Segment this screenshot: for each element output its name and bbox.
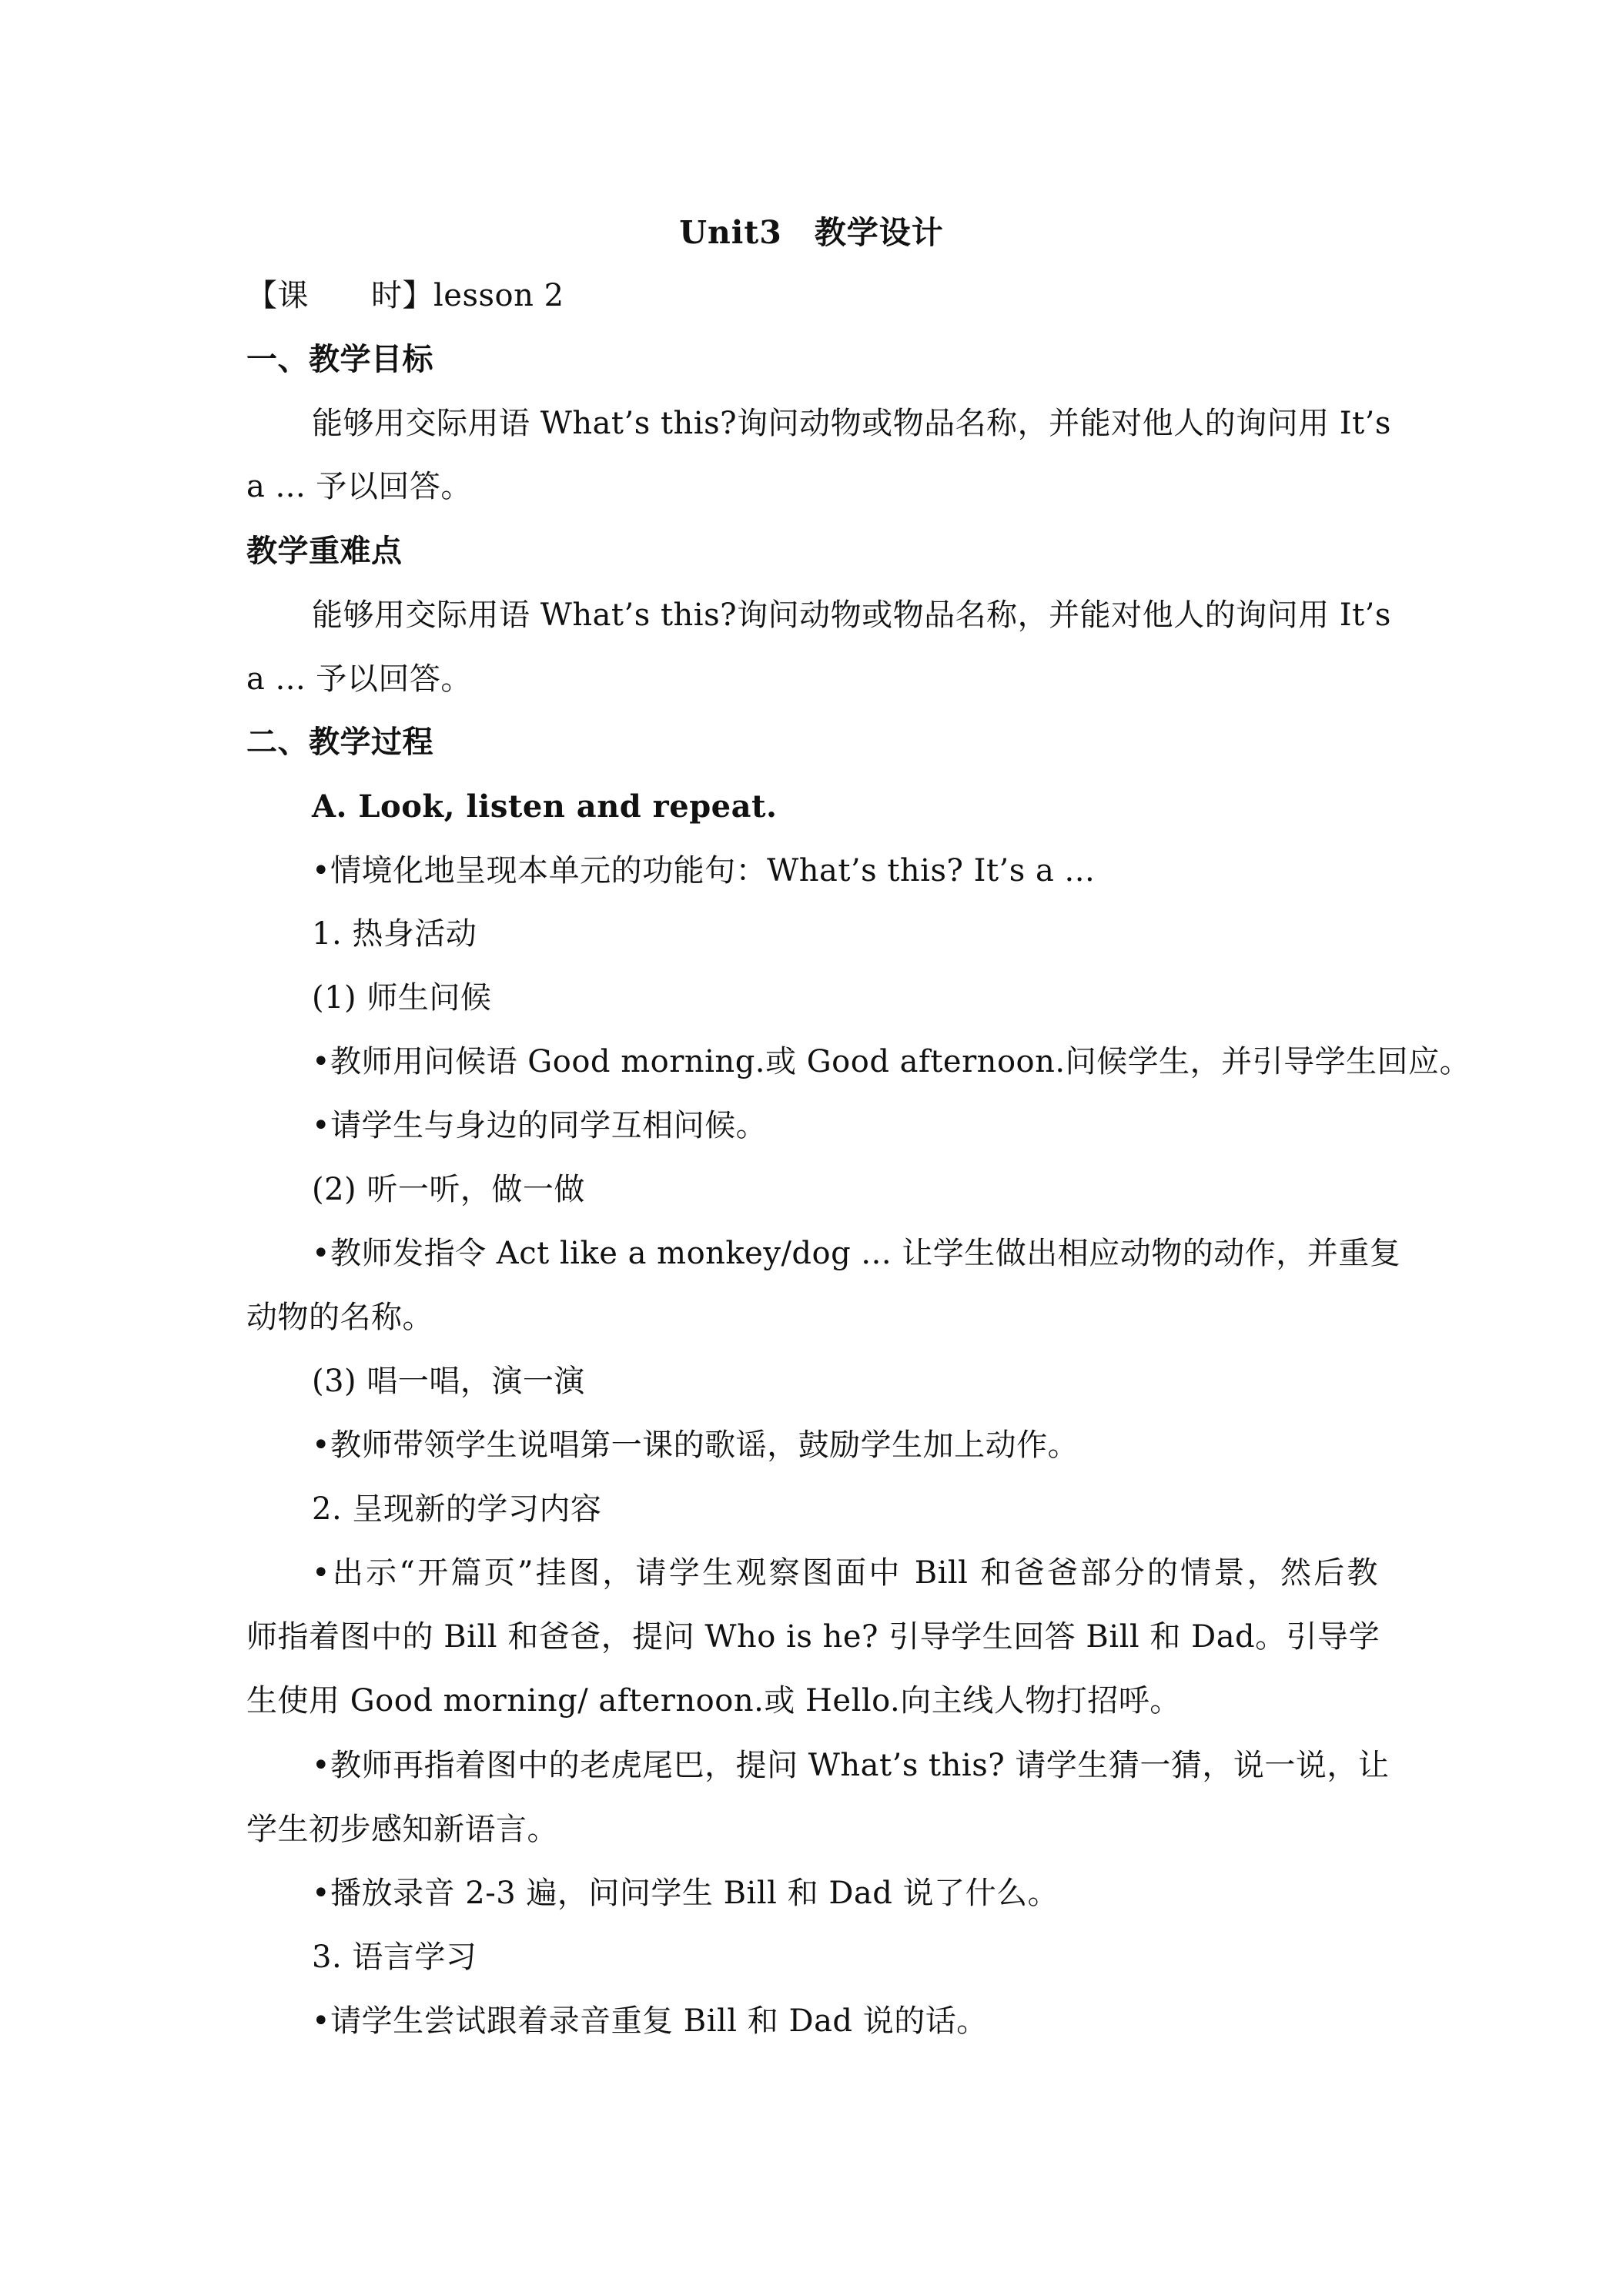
step-2-bullet-2-line-2: 学生初步感知新语言。 (246, 1812, 558, 1847)
part-a-heading: A. Look, listen and repeat. (312, 788, 778, 825)
key-points-text-line-1: 能够用交际用语 What’s this?询问动物或物品名称，并能对他人的询问用 It’s (312, 597, 1391, 633)
step-1-1-bullet-2: •请学生与身边的同学互相问候。 (312, 1108, 768, 1143)
step-3-bullet-1: •请学生尝试跟着录音重复 Bill 和 Dad 说的话。 (312, 2003, 988, 2039)
step-1-3-bullet-1: •教师带领学生说唱第一课的歌谣，鼓励学生加上动作。 (312, 1427, 1079, 1463)
step-2-bullet-1-line-1: •出示“开篇页”挂图，请学生观察图面中 Bill 和爸爸部分的情景，然后教 (312, 1555, 1378, 1591)
step-3-heading: 3. 语言学习 (312, 1940, 477, 1975)
step-2-bullet-1-line-2: 师指着图中的 Bill 和爸爸，提问 Who is he? 引导学生回答 Bill 和 Dad。引导学 (246, 1619, 1380, 1655)
part-a-intro: •情境化地呈现本单元的功能句：What’s this? It’s a ... (312, 853, 1096, 889)
step-1-heading: 1. 热身活动 (312, 916, 477, 952)
step-1-1-bullet-1: •教师用问候语 Good morning.或 Good afternoon.问候学生，并引导学生回应。 (312, 1044, 1471, 1079)
step-2-bullet-3: •播放录音 2-3 遍，问问学生 Bill 和 Dad 说了什么。 (312, 1876, 1059, 1911)
step-2-heading: 2. 呈现新的学习内容 (312, 1491, 602, 1527)
step-2-bullet-2-line-1: •教师再指着图中的老虎尾巴，提问 What’s this? 请学生猜一猜，说一说，让 (312, 1748, 1390, 1783)
key-points-text-line-2: a ... 予以回答。 (246, 661, 472, 697)
step-1-1: (1) 师生问候 (312, 980, 492, 1016)
section-heading-key-points: 教学重难点 (246, 533, 403, 569)
objective-text-line-1: 能够用交际用语 What’s this?询问动物或物品名称，并能对他人的询问用 It’s (312, 406, 1391, 441)
lesson-line: 【课 时】lesson 2 (246, 278, 564, 313)
step-1-2-bullet-1-line-1: •教师发指令 Act like a monkey/dog ... 让学生做出相应动物的动作，并重复 (312, 1236, 1401, 1271)
step-1-2: (2) 听一听，做一做 (312, 1172, 585, 1207)
step-1-2-bullet-1-line-2: 动物的名称。 (246, 1300, 433, 1335)
section-heading-process: 二、教学过程 (246, 724, 433, 760)
section-heading-objectives: 一、教学目标 (246, 341, 433, 377)
step-1-3: (3) 唱一唱，演一演 (312, 1364, 585, 1399)
document-title: Unit3 教学设计 (679, 214, 944, 251)
step-2-bullet-1-line-3: 生使用 Good morning/ afternoon.或 Hello.向主线人物打招呼。 (246, 1683, 1181, 1719)
objective-text-line-2: a ... 予以回答。 (246, 469, 472, 504)
